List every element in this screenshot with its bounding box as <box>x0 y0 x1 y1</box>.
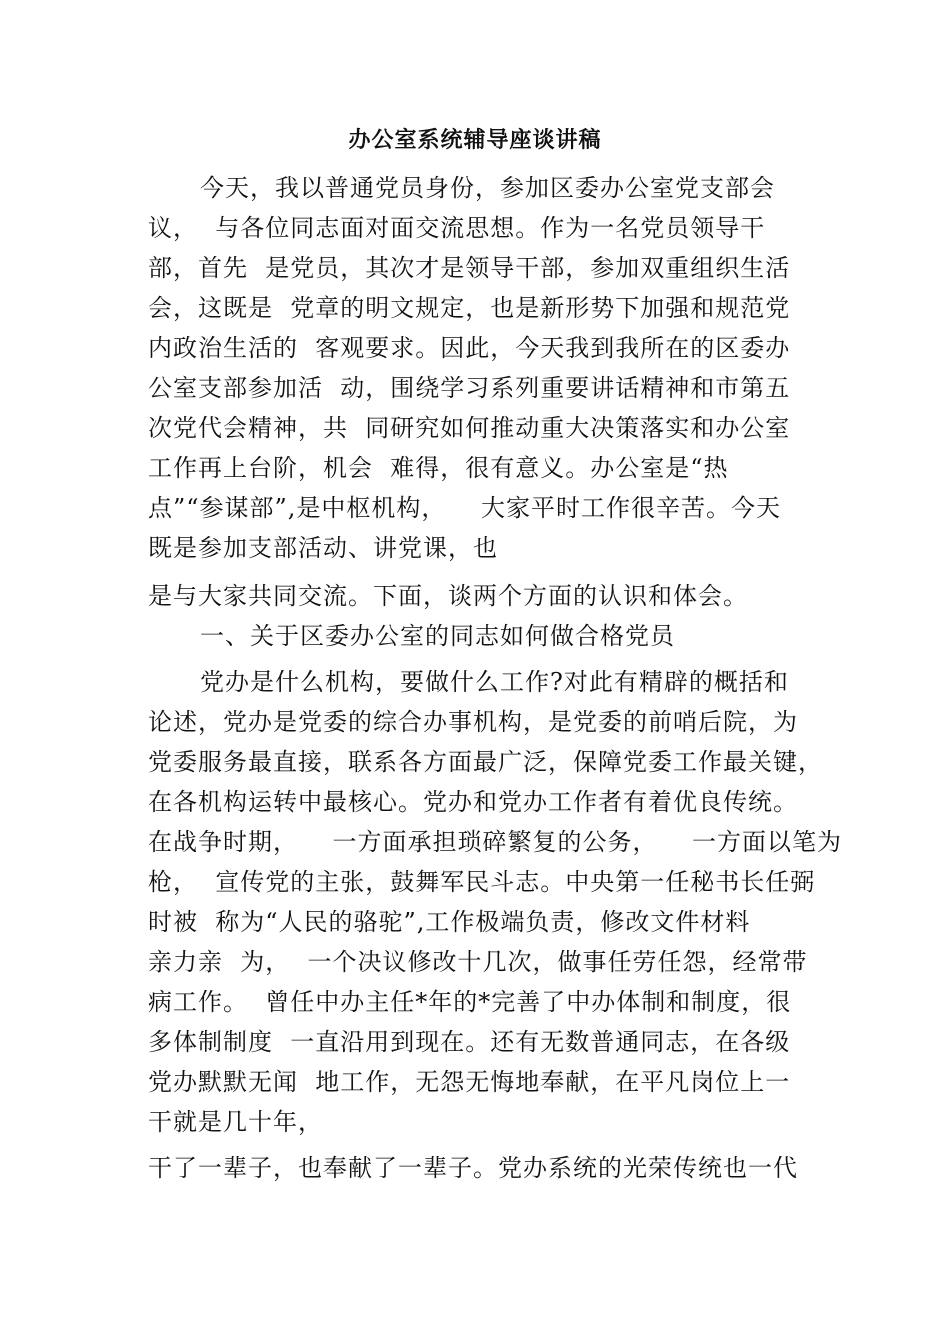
paragraph-line: 是与大家共同交流。下面，谈两个方面的认识和体会。 <box>148 582 748 610</box>
paragraph-line: 枪， 宣传党的主张，鼓舞军民斗志。中央第一任秘书长任弼 <box>148 868 816 896</box>
paragraph-line: 多体制制度 一直沿用到现在。还有无数普通同志，在各级 <box>148 1028 791 1056</box>
paragraph-line: 次党代会精神，共 同研究如何推动重大决策落实和办公室 <box>148 414 791 442</box>
paragraph-line: 今天，我以普通党员身份，参加区委办公室党支部会 <box>200 174 775 202</box>
paragraph-line: 党办是什么机构，要做什么工作?对此有精辟的概括和 <box>200 668 789 696</box>
paragraph-line: 点”“参谋部”,是中枢机构， 大家平时工作很辛苦。今天 <box>148 494 781 522</box>
paragraph-line: 干了一辈子，也奉献了一辈子。党办系统的光荣传统也一代 <box>148 1154 798 1182</box>
paragraph-line: 干就是几十年， <box>148 1108 323 1136</box>
paragraph-line: 在战争时期， 一方面承担琐碎繁复的公务， 一方面以笔为 <box>148 828 843 856</box>
paragraph-line: 部，首先 是党员，其次才是领导干部，参加双重组织生活 <box>148 254 791 282</box>
document-title: 办公室系统辅导座谈讲稿 <box>348 127 602 153</box>
paragraph-line: 论述，党办是党委的综合办事机构，是党委的前哨后院，为 <box>148 708 798 736</box>
paragraph-line: 会，这既是 党章的明文规定，也是新形势下加强和规范党 <box>148 294 791 322</box>
paragraph-line: 议， 与各位同志面对面交流思想。作为一名党员领导干 <box>148 214 766 242</box>
paragraph-line: 内政治生活的 客观要求。因此，今天我到我所在的区委办 <box>148 334 791 362</box>
paragraph-line: 党委服务最直接，联系各方面最广泛，保障党委工作最关键， <box>148 748 823 776</box>
paragraph-line: 病工作。 曾任中办主任*年的*完善了中办体制和制度，很 <box>148 988 792 1016</box>
paragraph-line: 公室支部参加活 动，围绕学习系列重要讲话精神和市第五 <box>148 374 791 402</box>
paragraph-line: 党办默默无闻 地工作，无怨无悔地奉献，在平凡岗位上一 <box>148 1068 791 1096</box>
paragraph-line: 工作再上台阶，机会 难得，很有意义。办公室是“热 <box>148 454 729 482</box>
paragraph-line: 亲力亲 为， 一个决议修改十几次，做事任劳任怨，经常带 <box>148 948 808 976</box>
paragraph-line: 时被 称为“人民的骆驼”,工作极端负责，修改文件材料 <box>148 908 751 936</box>
section-heading: 一、关于区委办公室的同志如何做合格党员 <box>200 622 675 650</box>
paragraph-line: 既是参加支部活动、讲党课，也 <box>148 534 498 562</box>
paragraph-line: 在各机构运转中最核心。党办和党办工作者有着优良传统。 <box>148 788 798 816</box>
